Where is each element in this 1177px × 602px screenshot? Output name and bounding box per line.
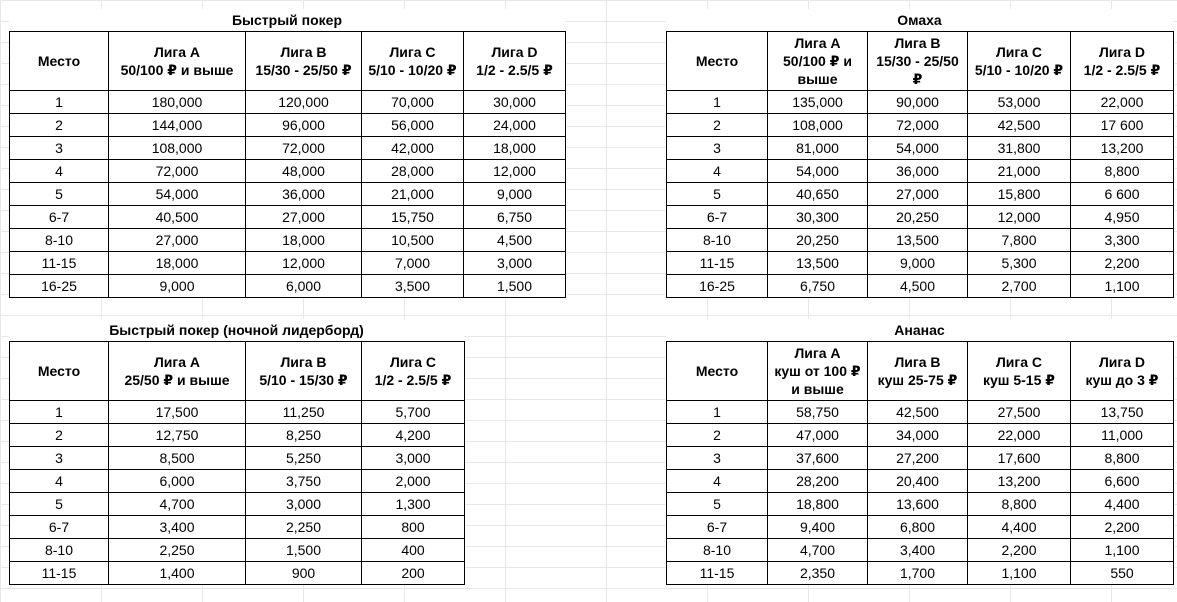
table-row [667, 114, 1174, 137]
table-cell: 1,100 [968, 562, 1071, 585]
prize-table-fast-poker [9, 31, 566, 298]
table-row [667, 493, 1174, 516]
table-cell: 12,000 [246, 252, 362, 275]
header-cell: Лига A куш от 100 ₽ и выше [768, 342, 868, 401]
table-title: Быстрый покер [9, 9, 565, 31]
table-title: Быстрый покер (ночной лидерборд) [9, 319, 464, 341]
table-cell: 90,000 [868, 91, 968, 114]
header-cell: Лига B 5/10 - 15/30 ₽ [246, 342, 362, 401]
table-cell: 6,000 [246, 275, 362, 298]
table-cell: 27,000 [246, 206, 362, 229]
table-cell: 2 [10, 114, 109, 137]
table-row [10, 206, 566, 229]
table-row [667, 470, 1174, 493]
table-cell: 4 [667, 470, 768, 493]
table-cell: 6,750 [464, 206, 566, 229]
table-row [667, 229, 1174, 252]
table-row [10, 424, 465, 447]
table-cell: 40,500 [109, 206, 246, 229]
table-cell: 9,000 [464, 183, 566, 206]
table-cell: 8,800 [1071, 160, 1174, 183]
table-cell: 144,000 [109, 114, 246, 137]
table-cell: 3,750 [246, 470, 362, 493]
table-cell: 15,750 [362, 206, 464, 229]
table-cell: 135,000 [768, 91, 868, 114]
table-cell: 54,000 [868, 137, 968, 160]
table-row [10, 516, 465, 539]
table-cell: 8,800 [1071, 447, 1174, 470]
header-cell: Лига C куш 5-15 ₽ [968, 342, 1071, 401]
table-cell: 36,000 [246, 183, 362, 206]
table-cell: 3 [667, 447, 768, 470]
header-row [10, 342, 465, 401]
table-cell: 72,000 [246, 137, 362, 160]
table-cell: 2,000 [362, 470, 465, 493]
table-cell: 7,000 [362, 252, 464, 275]
table-cell: 72,000 [109, 160, 246, 183]
header-cell: Лига D куш до 3 ₽ [1071, 342, 1174, 401]
table-cell: 42,500 [868, 401, 968, 424]
table-cell: 5 [667, 493, 768, 516]
header-cell: Лига B 15/30 - 25/50 ₽ [868, 32, 968, 91]
table-cell: 1,500 [246, 539, 362, 562]
table-cell: 18,800 [768, 493, 868, 516]
table-cell: 1,500 [464, 275, 566, 298]
table-row [10, 183, 566, 206]
table-title: Ананас [666, 319, 1173, 341]
table-cell: 2,200 [968, 539, 1071, 562]
table-cell: 4,400 [1071, 493, 1174, 516]
table-cell: 13,500 [768, 252, 868, 275]
table-cell: 13,200 [1071, 137, 1174, 160]
table-cell: 1 [667, 401, 768, 424]
table-cell: 4,700 [109, 493, 246, 516]
table-cell: 53,000 [968, 91, 1071, 114]
table-cell: 400 [362, 539, 465, 562]
table-row [667, 401, 1174, 424]
table-cell: 2,250 [109, 539, 246, 562]
table-cell: 8,800 [968, 493, 1071, 516]
table-cell: 48,000 [246, 160, 362, 183]
table-row [10, 252, 566, 275]
table-cell: 6 600 [1071, 183, 1174, 206]
table-cell: 16-25 [667, 275, 768, 298]
table-cell: 6-7 [10, 206, 109, 229]
table-row [10, 114, 566, 137]
header-cell: Лига A 50/100 ₽ и выше [768, 32, 868, 91]
table-cell: 72,000 [868, 114, 968, 137]
table-row [667, 160, 1174, 183]
table-cell: 2,200 [1071, 252, 1174, 275]
header-cell: Место [667, 342, 768, 401]
header-cell: Лига B 15/30 - 25/50 ₽ [246, 32, 362, 91]
table-cell: 20,400 [868, 470, 968, 493]
table-cell: 28,200 [768, 470, 868, 493]
table-cell: 9,400 [768, 516, 868, 539]
table-cell: 108,000 [109, 137, 246, 160]
header-cell: Лига C 5/10 - 10/20 ₽ [968, 32, 1071, 91]
table-cell: 8-10 [10, 229, 109, 252]
table-row [10, 91, 566, 114]
table-cell: 27,200 [868, 447, 968, 470]
table-cell: 9,000 [868, 252, 968, 275]
table-cell: 900 [246, 562, 362, 585]
table-cell: 81,000 [768, 137, 868, 160]
table-row [667, 252, 1174, 275]
header-cell: Лига D 1/2 - 2.5/5 ₽ [1071, 32, 1174, 91]
table-cell: 2 [667, 114, 768, 137]
table-row [10, 401, 465, 424]
table-row [10, 137, 566, 160]
header-cell: Лига B куш 25-75 ₽ [868, 342, 968, 401]
table-cell: 3 [10, 447, 109, 470]
table-row [10, 470, 465, 493]
table-cell: 5 [10, 183, 109, 206]
table-cell: 36,000 [868, 160, 968, 183]
table-cell: 4,200 [362, 424, 465, 447]
table-cell: 8,500 [109, 447, 246, 470]
table-cell: 550 [1071, 562, 1174, 585]
table-cell: 1 [667, 91, 768, 114]
table-cell: 12,000 [968, 206, 1071, 229]
table-cell: 3,300 [1071, 229, 1174, 252]
table-block-omaha [666, 9, 1173, 299]
table-cell: 4,500 [464, 229, 566, 252]
table-cell: 2,200 [1071, 516, 1174, 539]
table-cell: 18,000 [464, 137, 566, 160]
table-row [667, 183, 1174, 206]
table-cell: 37,600 [768, 447, 868, 470]
table-cell: 42,500 [968, 114, 1071, 137]
table-cell: 28,000 [362, 160, 464, 183]
table-cell: 24,000 [464, 114, 566, 137]
table-cell: 4,400 [968, 516, 1071, 539]
table-cell: 58,750 [768, 401, 868, 424]
header-cell: Лига A 25/50 ₽ и выше [109, 342, 246, 401]
table-cell: 6-7 [667, 206, 768, 229]
table-cell: 54,000 [768, 160, 868, 183]
table-cell: 3 [667, 137, 768, 160]
table-cell: 1 [10, 401, 109, 424]
table-cell: 2 [10, 424, 109, 447]
header-cell: Лига C 5/10 - 10/20 ₽ [362, 32, 464, 91]
table-cell: 8-10 [10, 539, 109, 562]
table-cell: 3,500 [362, 275, 464, 298]
table-cell: 22,000 [968, 424, 1071, 447]
prize-table-omaha [666, 31, 1174, 298]
table-cell: 96,000 [246, 114, 362, 137]
table-cell: 40,650 [768, 183, 868, 206]
table-cell: 17 600 [1071, 114, 1174, 137]
table-cell: 12,750 [109, 424, 246, 447]
table-cell: 8-10 [667, 539, 768, 562]
table-cell: 1,700 [868, 562, 968, 585]
table-cell: 13,500 [868, 229, 968, 252]
table-cell: 34,000 [868, 424, 968, 447]
table-cell: 56,000 [362, 114, 464, 137]
table-title: Омаха [666, 9, 1173, 31]
table-cell: 22,000 [1071, 91, 1174, 114]
table-cell: 13,600 [868, 493, 968, 516]
table-cell: 1,300 [362, 493, 465, 516]
header-cell: Лига C 1/2 - 2.5/5 ₽ [362, 342, 465, 401]
table-cell: 42,000 [362, 137, 464, 160]
table-cell: 7,800 [968, 229, 1071, 252]
table-cell: 3 [10, 137, 109, 160]
table-cell: 5 [667, 183, 768, 206]
table-row [667, 424, 1174, 447]
table-cell: 3,000 [362, 447, 465, 470]
table-cell: 6-7 [10, 516, 109, 539]
header-row [667, 342, 1174, 401]
table-cell: 108,000 [768, 114, 868, 137]
table-cell: 5,700 [362, 401, 465, 424]
table-cell: 2,250 [246, 516, 362, 539]
table-cell: 30,000 [464, 91, 566, 114]
table-cell: 17,500 [109, 401, 246, 424]
table-cell: 9,000 [109, 275, 246, 298]
table-cell: 27,500 [968, 401, 1071, 424]
table-row [10, 275, 566, 298]
table-row [10, 539, 465, 562]
table-cell: 3,000 [246, 493, 362, 516]
table-cell: 17,600 [968, 447, 1071, 470]
table-cell: 5,300 [968, 252, 1071, 275]
table-cell: 13,200 [968, 470, 1071, 493]
table-cell: 27,000 [109, 229, 246, 252]
table-cell: 10,500 [362, 229, 464, 252]
table-cell: 21,000 [362, 183, 464, 206]
table-cell: 12,000 [464, 160, 566, 183]
table-cell: 11-15 [10, 562, 109, 585]
table-cell: 4,950 [1071, 206, 1174, 229]
table-cell: 47,000 [768, 424, 868, 447]
header-cell: Место [10, 32, 109, 91]
table-cell: 21,000 [968, 160, 1071, 183]
prize-table-fast-poker-night [9, 341, 465, 585]
table-block-fast-poker [9, 9, 565, 299]
table-row [10, 447, 465, 470]
table-row [10, 493, 465, 516]
table-cell: 8-10 [667, 229, 768, 252]
table-cell: 6,750 [768, 275, 868, 298]
table-cell: 200 [362, 562, 465, 585]
table-cell: 18,000 [246, 229, 362, 252]
table-cell: 27,000 [868, 183, 968, 206]
table-cell: 13,750 [1071, 401, 1174, 424]
table-cell: 3,400 [868, 539, 968, 562]
table-cell: 1,100 [1071, 539, 1174, 562]
table-cell: 800 [362, 516, 465, 539]
table-cell: 6-7 [667, 516, 768, 539]
table-row [667, 539, 1174, 562]
table-cell: 54,000 [109, 183, 246, 206]
table-row [10, 229, 566, 252]
table-cell: 4 [10, 160, 109, 183]
table-cell: 11,000 [1071, 424, 1174, 447]
prize-table-pineapple [666, 341, 1174, 585]
table-cell: 6,600 [1071, 470, 1174, 493]
header-cell: Лига D 1/2 - 2.5/5 ₽ [464, 32, 566, 91]
table-cell: 11-15 [10, 252, 109, 275]
table-cell: 18,000 [109, 252, 246, 275]
table-cell: 4,700 [768, 539, 868, 562]
table-cell: 11-15 [667, 252, 768, 275]
table-cell: 15,800 [968, 183, 1071, 206]
table-row [10, 562, 465, 585]
table-cell: 4,500 [868, 275, 968, 298]
table-cell: 16-25 [10, 275, 109, 298]
header-cell: Лига A 50/100 ₽ и выше [109, 32, 246, 91]
table-cell: 180,000 [109, 91, 246, 114]
table-cell: 120,000 [246, 91, 362, 114]
table-cell: 8,250 [246, 424, 362, 447]
table-row [667, 447, 1174, 470]
header-row [10, 32, 566, 91]
table-row [667, 562, 1174, 585]
header-cell: Место [10, 342, 109, 401]
table-row [10, 160, 566, 183]
table-cell: 4 [667, 160, 768, 183]
table-row [667, 516, 1174, 539]
table-cell: 30,300 [768, 206, 868, 229]
table-cell: 11-15 [667, 562, 768, 585]
table-cell: 20,250 [768, 229, 868, 252]
table-cell: 4 [10, 470, 109, 493]
table-cell: 20,250 [868, 206, 968, 229]
table-cell: 1,100 [1071, 275, 1174, 298]
table-row [667, 91, 1174, 114]
table-row [667, 275, 1174, 298]
table-cell: 1 [10, 91, 109, 114]
table-cell: 2,700 [968, 275, 1071, 298]
table-cell: 5 [10, 493, 109, 516]
table-cell: 5,250 [246, 447, 362, 470]
table-cell: 6,000 [109, 470, 246, 493]
table-row [667, 137, 1174, 160]
table-cell: 11,250 [246, 401, 362, 424]
table-cell: 2 [667, 424, 768, 447]
header-cell: Место [667, 32, 768, 91]
header-row [667, 32, 1174, 91]
table-cell: 3,000 [464, 252, 566, 275]
table-cell: 2,350 [768, 562, 868, 585]
table-block-pineapple [666, 319, 1173, 594]
table-cell: 31,800 [968, 137, 1071, 160]
table-row [667, 206, 1174, 229]
table-cell: 70,000 [362, 91, 464, 114]
table-cell: 1,400 [109, 562, 246, 585]
table-cell: 3,400 [109, 516, 246, 539]
table-cell: 6,800 [868, 516, 968, 539]
table-block-fast-poker-night [9, 319, 464, 594]
